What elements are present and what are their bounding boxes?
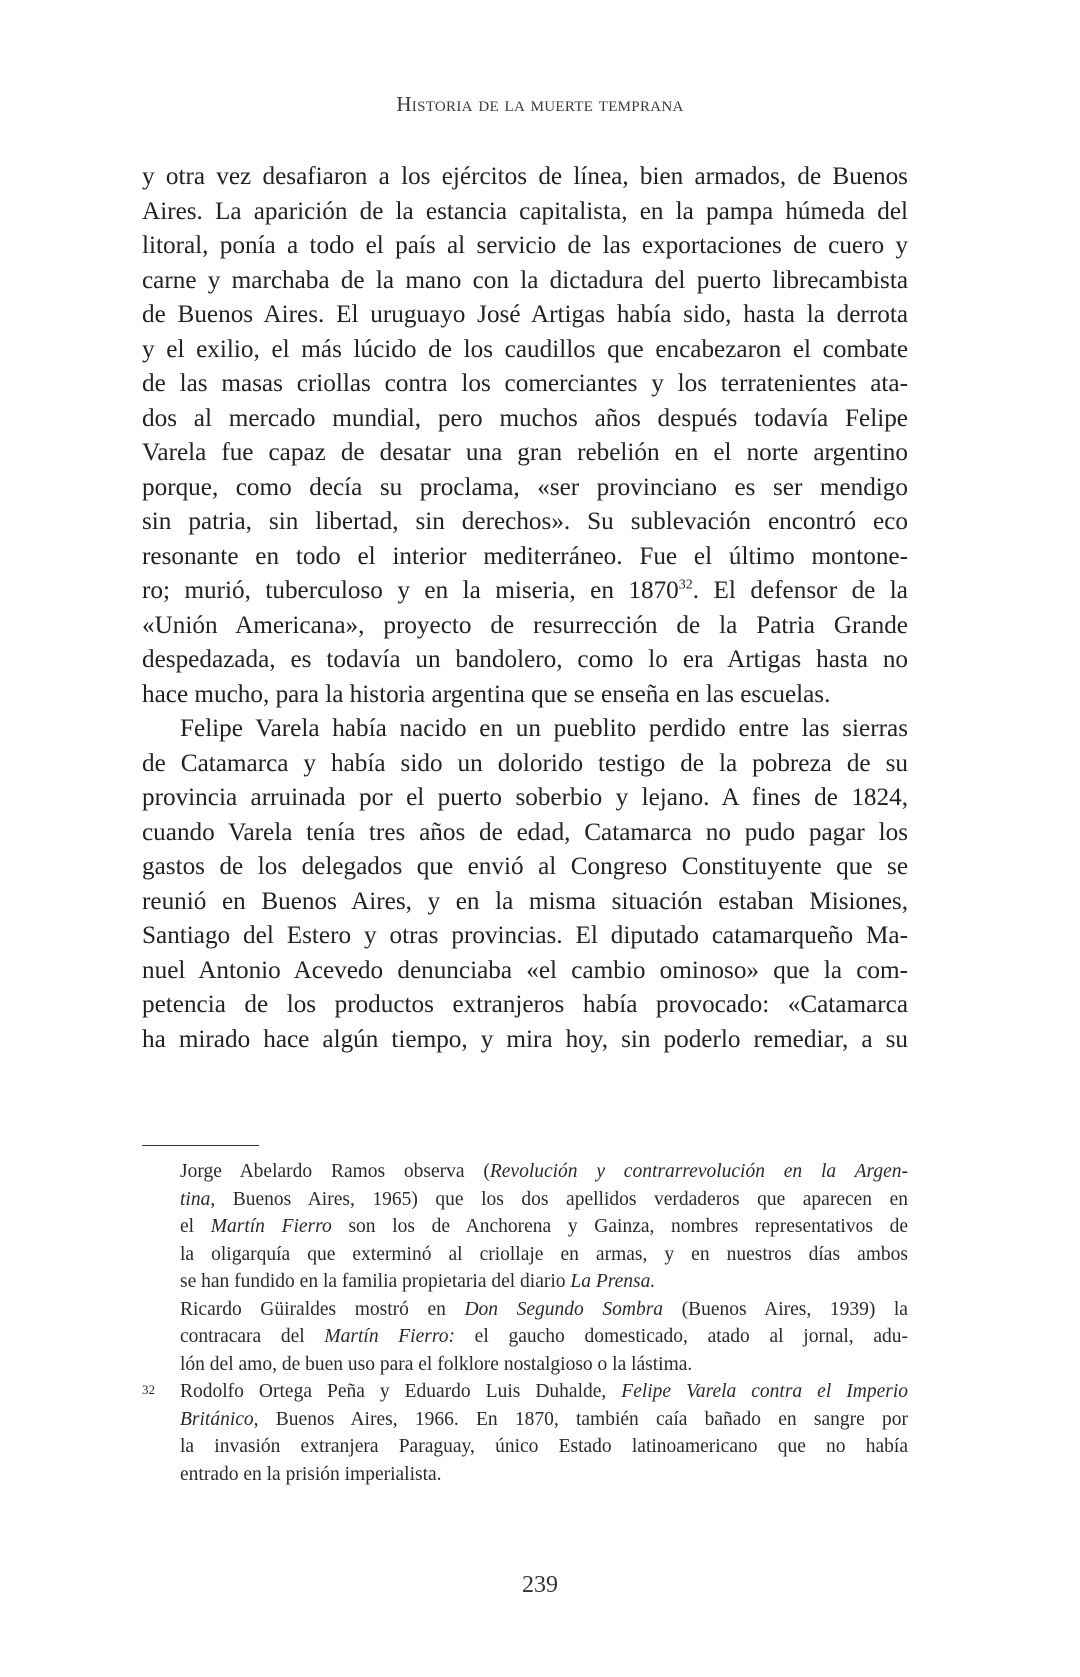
text-line: y el exilio, el más lúcido de los caudillos que encabezaron el combate (142, 335, 908, 363)
text-line: de Buenos Aires. El uruguayo José Artigas había sido, hasta la derrota (142, 301, 908, 328)
newspaper-title: La Prensa. (570, 1271, 656, 1292)
text-segment: son los de Anchorena y Gainza, nombres representativos de (331, 1216, 908, 1237)
text-segment: se han fundido en la familia propietaria del diario (180, 1271, 571, 1292)
text-segment: Ricardo Güiraldes mostró en (180, 1298, 465, 1320)
footnote-reference[interactable]: 32 (678, 577, 693, 593)
footnote-line (180, 1378, 908, 1406)
text-line: y otra vez desafiaron a los ejércitos de línea, bien armados, de Buenos (142, 163, 908, 190)
text-line: cuando Varela tenía tres años de edad, Catamarca no pudo pagar los (142, 818, 908, 846)
text-line: sin patria, sin libertad, sin derechos». Su sublevación encontró eco (142, 508, 908, 535)
text-segment: Rodolfo Ortega Peña y Eduardo Luis Duhalde, (180, 1381, 622, 1402)
text-segment: . El defensor de la (692, 577, 908, 604)
book-title: Martín Fierro (210, 1216, 332, 1237)
book-title: Martín Fierro: (324, 1326, 455, 1347)
main-text (142, 160, 908, 1057)
text-line: dos al mercado mundial, pero muchos años después todavía Felipe (142, 404, 908, 432)
text-line: Felipe Varela había nacido en un pueblito perdido entre las sierras (180, 715, 908, 742)
footnote-ramos (142, 1158, 908, 1296)
text-segment: , Buenos Aires, 1966. En 1870, también caía bañado en sangre por (253, 1408, 908, 1430)
text-line: despedazada, es todavía un bandolero, como lo era Artigas hasta no (142, 646, 908, 673)
running-header (0, 92, 1080, 117)
text-line: de las masas criollas contra los comerciantes y los terratenientes ata- (142, 370, 908, 397)
running-title: Historia de la muerte temprana (396, 92, 684, 116)
book-title: Británico (180, 1408, 254, 1430)
text-line: «Unión Americana», proyecto de resurrección de la Patria Grande (142, 611, 908, 639)
text-line: reunió en Buenos Aires, y en la misma situación estaban Misiones, (142, 887, 908, 915)
footnote-separator (142, 1145, 259, 1146)
text-segment: el (180, 1216, 211, 1237)
book-title: tina (180, 1188, 211, 1210)
text-line: Santiago del Estero y otras provincias. El diputado catamarqueño Ma- (142, 922, 908, 949)
footnote-line (180, 1323, 908, 1351)
text-line: gastos de los delegados que envió al Congreso Constituyente que se (142, 853, 908, 880)
footnote-number: 32 (142, 1382, 155, 1397)
text-segment: ro; murió, tuberculoso y en la miseria, en 1870 (142, 577, 679, 604)
footnote-line (180, 1213, 908, 1241)
text-line: resonante en todo el interior mediterráneo. Fue el último montone- (142, 542, 908, 570)
text-segment: el gaucho domesticado, atado al jornal, adu- (454, 1326, 908, 1347)
page-number: 239 (522, 1572, 558, 1598)
text-line: petencia de los productos extranjeros había provocado: «Catamarca (142, 991, 908, 1018)
footnote-line (180, 1406, 908, 1434)
book-title: Revolución y contrarrevolución en la Argen- (489, 1161, 908, 1182)
text-line: hace mucho, para la historia argentina que se enseña en las escuelas. (142, 680, 831, 708)
text-segment: (Buenos Aires, 1939) la (663, 1298, 908, 1320)
text-segment: contracara del (180, 1326, 325, 1347)
text-line-with-footnote (142, 574, 908, 609)
book-title: Felipe Varela contra el Imperio (621, 1381, 908, 1402)
footnote-line: lón del amo, de buen uso para el folklore nostalgioso o la lástima. (180, 1353, 693, 1375)
text-line: litoral, ponía a todo el país al servicio de las exportaciones de cuero y (142, 232, 908, 259)
paragraph (142, 160, 908, 712)
footnote-line (180, 1268, 908, 1296)
text-line: nuel Antonio Acevedo denunciaba «el cambio ominoso» que la com- (142, 956, 908, 984)
footnote-line: entrado en la prisión imperialista. (180, 1463, 442, 1485)
footnote-line: la oligarquía que exterminó al criollaje en armas, y en nuestros días ambos (180, 1243, 908, 1265)
text-segment: , Buenos Aires, 1965) que los dos apellidos verdaderos que aparecen en (210, 1188, 908, 1210)
text-line: de Catamarca y había sido un dolorido testigo de la pobreza de su (142, 749, 908, 777)
text-line: Aires. La aparición de la estancia capitalista, en la pampa húmeda del (142, 197, 908, 225)
text-line: porque, como decía su proclama, «ser provinciano es ser mendigo (142, 473, 908, 501)
footnote-line (180, 1158, 908, 1186)
text-line: Varela fue capaz de desatar una gran rebelión en el norte argentino (142, 439, 908, 466)
text-line: ha mirado hace algún tiempo, y mira hoy, sin poderlo remediar, a su (142, 1025, 908, 1053)
paragraph (142, 712, 908, 1057)
footnote-line (180, 1296, 908, 1324)
footnote-32 (142, 1378, 908, 1488)
footnote-line: la invasión extranjera Paraguay, único Estado latinoamericano que no había (180, 1436, 908, 1457)
book-title: Don Segundo Sombra (464, 1298, 664, 1320)
footnote-guiraldes (142, 1296, 908, 1379)
footnotes (142, 1158, 908, 1488)
footnote-line (180, 1186, 908, 1214)
text-line: provincia arruinada por el puerto soberbio y lejano. A fines de 1824, (142, 784, 908, 811)
text-line: carne y marchaba de la mano con la dictadura del puerto librecambista (142, 266, 908, 294)
text-segment: Jorge Abelardo Ramos observa ( (180, 1161, 490, 1182)
